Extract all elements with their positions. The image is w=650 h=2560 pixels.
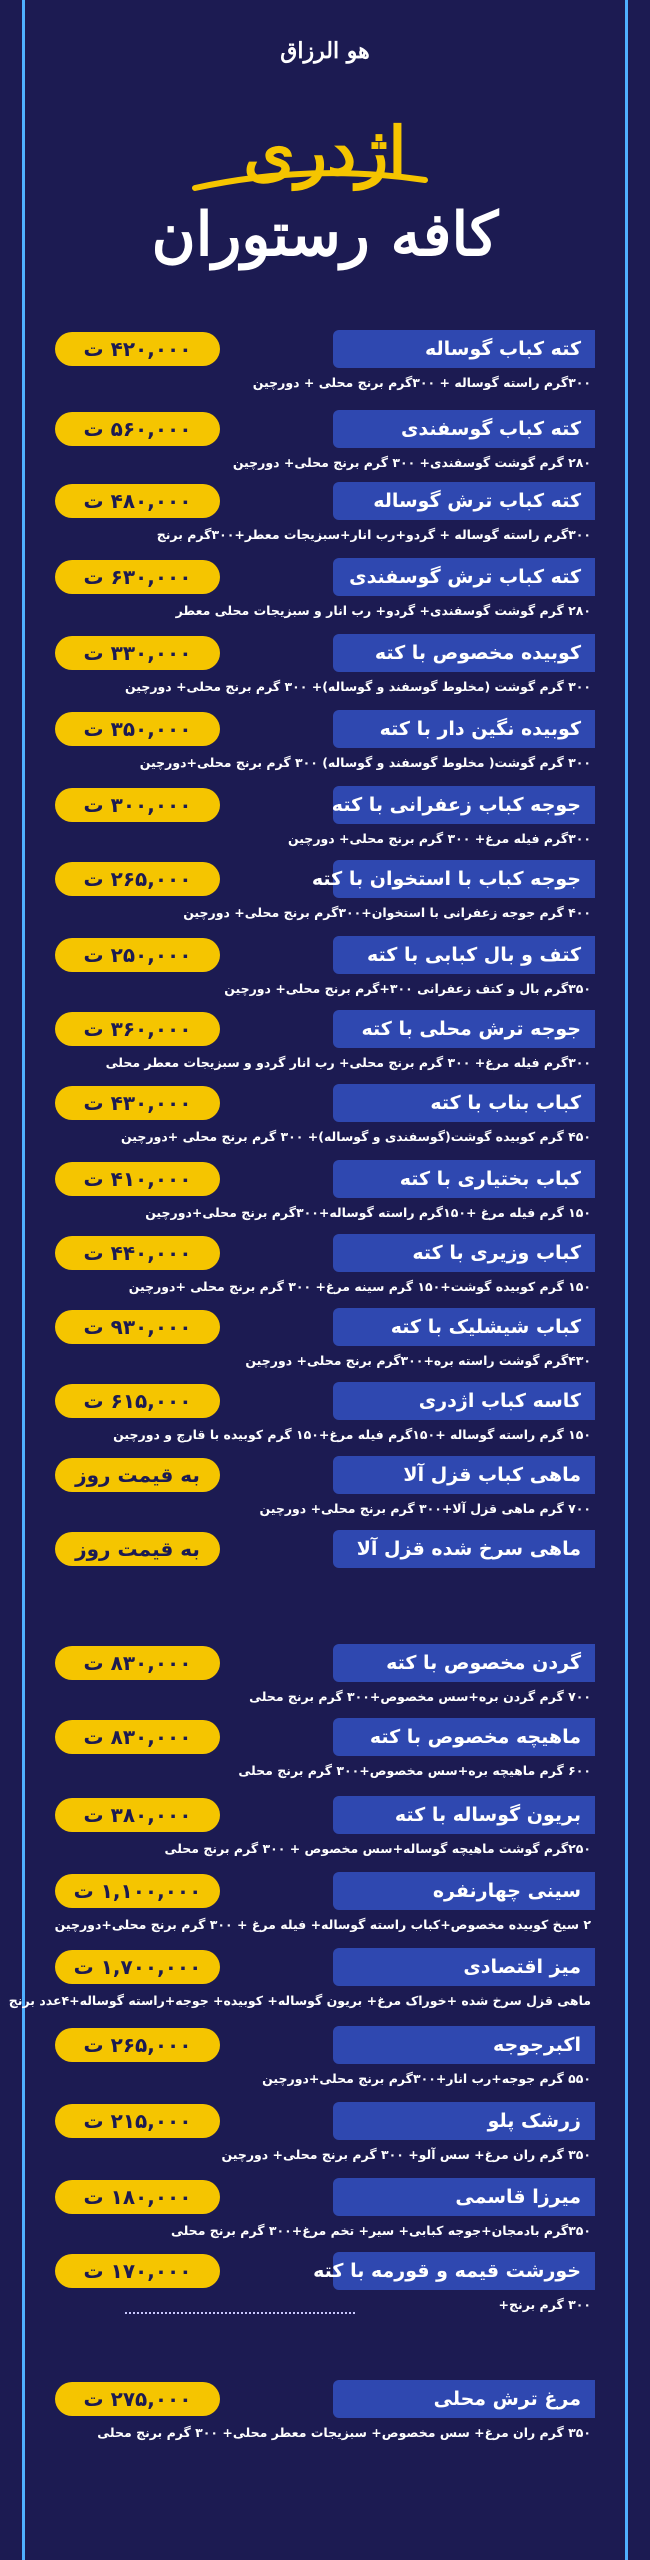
- menu-item-name: جوجه کباب با استخوان با کته: [333, 860, 595, 898]
- menu-item-name: گردن مخصوص با کته: [333, 1644, 595, 1682]
- menu-item-description: ۱۵۰ گرم کوبیده گوشت+۱۵۰ گرم سینه مرغ+ ۳۰۰ گرم برنج محلی +دورچین: [128, 1279, 591, 1294]
- menu-item-name: کباب وزیری با کته: [333, 1234, 595, 1272]
- menu-item-price: ۹۳۰,۰۰۰ ت: [55, 1310, 220, 1344]
- menu-item-description: ۷۰۰ گرم گردن بره+سس مخصوص+۳۰۰ گرم برنج محلی: [249, 1689, 591, 1704]
- menu-item-name: اکبرجوجه: [333, 2026, 595, 2064]
- menu-item: [55, 936, 595, 1004]
- menu-item-name: ماهیچه مخصوص با کته: [333, 1718, 595, 1756]
- menu-item-description: ۴۵۰ گرم کوبیده گوشت(گوسفندی و گوساله)+ ۳۰۰ گرم برنج محلی +دورچین: [121, 1129, 591, 1144]
- menu-item-name: کباب بختیاری با کته: [333, 1160, 595, 1198]
- menu-item-description: ۳۵۰گرم بال و کتف زعفرانی ۳۰۰+گرم برنج محلی+ دورچین: [224, 981, 591, 996]
- menu-item-row: [55, 1308, 595, 1346]
- menu-item: [55, 1160, 595, 1228]
- menu-item-name: ماهی سرخ شده قزل آلا: [333, 1530, 595, 1568]
- menu-item-description: ماهی قزل سرخ شده +خوراک مرغ+ بریون گوساله+ کوبیده+ جوجه+راسته گوساله+۴عدد برنج: [8, 1993, 591, 2008]
- menu-item: [55, 2252, 595, 2320]
- menu-item-row: [55, 710, 595, 748]
- menu-item-price: ۱۸۰,۰۰۰ ت: [55, 2180, 220, 2214]
- menu-item: [55, 1796, 595, 1864]
- menu-item-name: کوبیده نگین دار با کته: [333, 710, 595, 748]
- menu-item: [55, 1718, 595, 1786]
- menu-item-description: ۳۰۰ گرم گوشت( مخلوط گوسفند و گوساله) ۳۰۰ گرم برنج محلی+دورچین: [139, 755, 591, 770]
- menu-item-description: ۷۰۰ گرم ماهی قزل آلا+۳۰۰ گرم برنج محلی+ دورچین: [259, 1501, 591, 1516]
- menu-item: [8, 1948, 595, 2016]
- menu-item: [55, 1084, 595, 1152]
- menu-item-name: کته کباب گوسفندی: [333, 410, 595, 448]
- menu-item-price: ۱,۱۰۰,۰۰۰ ت: [55, 1874, 220, 1908]
- menu-item-row: [55, 2102, 595, 2140]
- menu-item-price: ۳۳۰,۰۰۰ ت: [55, 636, 220, 670]
- menu-item-row: [55, 2252, 595, 2290]
- menu-item-price: ۶۱۵,۰۰۰ ت: [55, 1384, 220, 1418]
- menu-item-description: ۱۵۰ گرم راسته گوساله +۱۵۰گرم فیله مرغ+۱۵۰ گرم کوبیده با قارچ و دورچین: [113, 1427, 591, 1442]
- menu-item-description: ۳۰۰گرم فیله مرغ+ ۳۰۰ گرم برنج محلی+ دورچین: [287, 831, 591, 846]
- menu-item-row: [55, 2026, 595, 2064]
- header-subtitle: هو الرزاق: [280, 38, 370, 64]
- menu-item-price: ۴۴۰,۰۰۰ ت: [55, 1236, 220, 1270]
- menu-item-row: [55, 860, 595, 898]
- menu-item-name: سینی چهارنفره: [333, 1872, 595, 1910]
- menu-item-description: ۴۰۰ گرم جوجه زعفرانی با استخوان+۳۰۰گرم برنج محلی+ دورچین: [183, 905, 591, 920]
- menu-item-name: ماهی کباب قزل آلا: [333, 1456, 595, 1494]
- menu-item: [55, 1308, 595, 1376]
- menu-item-price: ۵۶۰,۰۰۰ ت: [55, 412, 220, 446]
- left-frame-line: [22, 0, 25, 2560]
- menu-item-description: ۴۳۰گرم گوشت راسته بره+۳۰۰گرم برنج محلی+ دورچین: [245, 1353, 591, 1368]
- menu-item-row: [55, 1084, 595, 1122]
- menu-item-name: جوجه کباب زعفرانی با کته: [333, 786, 595, 824]
- menu-item-row: [55, 1872, 595, 1910]
- menu-item-name: کته کباب گوساله: [333, 330, 595, 368]
- menu-item-name: مرغ ترش محلی: [333, 2380, 595, 2418]
- menu-item-price: ۶۳۰,۰۰۰ ت: [55, 560, 220, 594]
- menu-item-description: ۳۵۰ گرم ران مرغ+ سس آلو+ ۳۰۰ گرم برنج محلی+ دورچین: [221, 2147, 591, 2162]
- menu-item-row: [55, 1382, 595, 1420]
- menu-item-description: ۶۰۰ گرم ماهیچه بره+سس مخصوص+۳۰۰ گرم برنج محلی: [238, 1763, 591, 1778]
- menu-item: [55, 1382, 595, 1450]
- menu-item-description: ۳۰۰گرم راسته گوساله + ۳۰۰گرم برنج محلی + دورچین: [252, 375, 591, 390]
- menu-item-price: ۲۵۰,۰۰۰ ت: [55, 938, 220, 972]
- menu-item-price: ۲۱۵,۰۰۰ ت: [55, 2104, 220, 2138]
- menu-item-description: ۲ سیخ کوبیده مخصوص+کباب راسته گوساله+ فیله مرغ + ۳۰۰ گرم برنج محلی+دورچین: [54, 1917, 591, 1932]
- menu-item-price: ۴۱۰,۰۰۰ ت: [55, 1162, 220, 1196]
- menu-item-row: [55, 558, 595, 596]
- brand-name: اژدری: [243, 112, 407, 190]
- menu-item: [55, 1010, 595, 1078]
- menu-item-price: ۴۳۰,۰۰۰ ت: [55, 1086, 220, 1120]
- menu-item-price: ۲۷۵,۰۰۰ ت: [55, 2382, 220, 2416]
- menu-item-name: کته کباب ترش گوسفندی: [333, 558, 595, 596]
- menu-item-name: کته کباب ترش گوساله: [333, 482, 595, 520]
- menu-item-name: زرشک پلو: [333, 2102, 595, 2140]
- menu-item-price: ۲۶۵,۰۰۰ ت: [55, 2028, 220, 2062]
- menu-item-row: [55, 1010, 595, 1048]
- menu-item: [55, 482, 595, 550]
- menu-item-price: ۸۳۰,۰۰۰ ت: [55, 1646, 220, 1680]
- menu-item: [55, 860, 595, 928]
- menu-item-name: کتف و بال کبابی با کته: [333, 936, 595, 974]
- menu-item: [55, 2178, 595, 2246]
- menu-item-price: به قیمت روز: [55, 1532, 220, 1566]
- right-frame-line: [625, 0, 628, 2560]
- menu-item-price: ۱,۷۰۰,۰۰۰ ت: [55, 1950, 220, 1984]
- menu-item: [55, 2380, 595, 2448]
- menu-item-price: ۳۰۰,۰۰۰ ت: [55, 788, 220, 822]
- brand-subtitle: کافه رستوران: [151, 200, 499, 270]
- menu-item-description: ۵۵۰ گرم جوجه+رب انار+۳۰۰گرم برنج محلی+دورچین: [262, 2071, 591, 2086]
- menu-item: [55, 710, 595, 778]
- menu-item-description: ۲۸۰ گرم گوشت گوسفندی+ ۳۰۰ گرم برنج محلی+ دورچین: [232, 455, 591, 470]
- menu-item-description: ۳۰۰گرم فیله مرغ+ ۳۰۰ گرم برنج محلی+ رب انار گردو و سبزیجات معطر محلی: [105, 1055, 591, 1070]
- menu-item-price: ۳۵۰,۰۰۰ ت: [55, 712, 220, 746]
- menu-item-description: ۳۰۰گرم راسته گوساله + گردو+رب انار+سبزیجات معطر+۳۰۰گرم برنج: [156, 527, 591, 542]
- menu-item-name: خورشت قیمه و قورمه با کته: [333, 2252, 595, 2290]
- menu-item-description: ۳۵۰گرم بادمجان+جوجه کبابی+ سیر+ تخم مرغ+۳۰۰ گرم برنج محلی: [170, 2223, 591, 2238]
- menu-item-price: ۳۶۰,۰۰۰ ت: [55, 1012, 220, 1046]
- menu-item-row: [55, 1456, 595, 1494]
- menu-item: [55, 558, 595, 626]
- menu-item-price: ۴۸۰,۰۰۰ ت: [55, 484, 220, 518]
- menu-item-row: [55, 1160, 595, 1198]
- menu-item-name: میز اقتصادی: [333, 1948, 595, 1986]
- menu-item-row: [55, 2380, 595, 2418]
- menu-item: [55, 1234, 595, 1302]
- menu-item: [55, 1530, 595, 1598]
- menu-item: [55, 786, 595, 854]
- menu-item: [55, 2026, 595, 2094]
- menu-item-name: کوبیده مخصوص با کته: [333, 634, 595, 672]
- menu-item-price: ۱۷۰,۰۰۰ ت: [55, 2254, 220, 2288]
- menu-item-price: ۸۳۰,۰۰۰ ت: [55, 1720, 220, 1754]
- menu-item-description: ۳۵۰ گرم ران مرغ+ سس مخصوص+ سبزیجات معطر محلی+ ۳۰۰ گرم برنج محلی: [97, 2425, 591, 2440]
- menu-item: [55, 634, 595, 702]
- menu-item-description: ۲۵۰گرم گوشت ماهیچه گوساله+سس مخصوص + ۳۰۰ گرم برنج محلی: [164, 1841, 591, 1856]
- menu-item-name: بریون گوساله با کته: [333, 1796, 595, 1834]
- menu-item-name: میرزا قاسمی: [333, 2178, 595, 2216]
- menu-item-price: ۳۸۰,۰۰۰ ت: [55, 1798, 220, 1832]
- dotted-separator: [125, 2312, 355, 2314]
- menu-item-row: [55, 1530, 595, 1568]
- menu-item-row: [55, 1234, 595, 1272]
- menu-item-description: ۱۵۰ گرم فیله مرغ +۱۵۰گرم راسته گوساله+۳۰۰گرم برنج محلی+دورچین: [145, 1205, 591, 1220]
- menu-item-row: [55, 634, 595, 672]
- menu-item-name: کباب شیشلیک با کته: [333, 1308, 595, 1346]
- menu-item-row: [55, 1644, 595, 1682]
- menu-item-description: [55, 1568, 595, 1598]
- menu-item-row: [55, 410, 595, 448]
- menu-item: [55, 410, 595, 478]
- menu-item-row: [55, 936, 595, 974]
- menu-item-price: به قیمت روز: [55, 1458, 220, 1492]
- menu-item-description: ۳۰۰ گرم برنج+: [498, 2297, 591, 2312]
- menu-item-row: [55, 1796, 595, 1834]
- menu-item-name: کاسه کباب اژدری: [333, 1382, 595, 1420]
- menu-item: [55, 1644, 595, 1712]
- menu-item-row: [55, 482, 595, 520]
- menu-item-name: جوجه ترش محلی با کته: [333, 1010, 595, 1048]
- menu-item: [55, 1456, 595, 1524]
- menu-item: [55, 330, 595, 398]
- menu-item-description: ۲۸۰ گرم گوشت گوسفندی+ گردو+ رب انار و سبزیجات محلی معطر: [175, 603, 591, 618]
- menu-item-row: [55, 786, 595, 824]
- menu-item-row: [55, 2178, 595, 2216]
- menu-item-row: [55, 1948, 595, 1986]
- menu-item-name: کباب بناب با کته: [333, 1084, 595, 1122]
- menu-item-row: [55, 1718, 595, 1756]
- menu-item-row: [55, 330, 595, 368]
- menu-item-price: ۲۶۵,۰۰۰ ت: [55, 862, 220, 896]
- menu-item-description: ۳۰۰ گرم گوشت (مخلوط گوسفند و گوساله)+ ۳۰۰ گرم برنج محلی+ دورچین: [124, 679, 591, 694]
- menu-header: [0, 0, 650, 300]
- menu-item: [55, 1872, 595, 1940]
- menu-item: [55, 2102, 595, 2170]
- menu-item-price: ۴۲۰,۰۰۰ ت: [55, 332, 220, 366]
